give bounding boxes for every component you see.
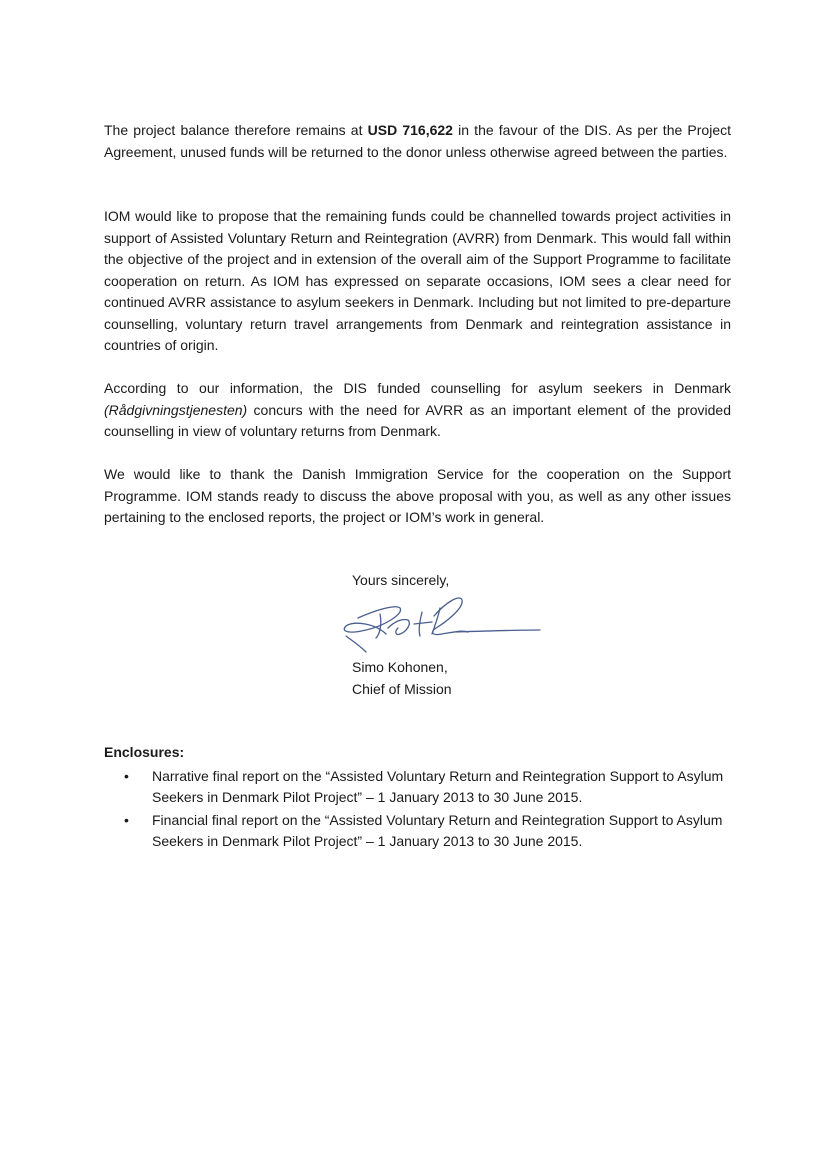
enclosure-financial-report: Financial final report on the “Assisted Voluntary Return and Reintegration Support to Asylum Seekers in Denmark Pilot Project” – 1 January 2013 to 30 June 2015. bbox=[152, 811, 723, 849]
list-item bbox=[104, 766, 744, 809]
bullet-icon: • bbox=[124, 767, 129, 784]
enclosures-heading: Enclosures: bbox=[104, 744, 185, 760]
enclosure-list bbox=[104, 766, 744, 853]
list-item bbox=[104, 810, 744, 853]
balance-text-before: The project balance therefore remains at bbox=[104, 122, 368, 138]
enclosure-narrative-report: Narrative final report on the “Assisted Voluntary Return and Reintegration Support to Asylum Seekers in Denmark Pilot Project” – 1 January 2013 to 30 June 2015. bbox=[152, 767, 724, 805]
signer-name: Simo Kohonen, bbox=[352, 659, 448, 675]
balance-amount: USD 716,622 bbox=[367, 122, 453, 138]
enclosures-section bbox=[104, 742, 744, 854]
bullet-icon: • bbox=[124, 811, 129, 828]
signer-title: Chief of Mission bbox=[352, 681, 452, 697]
closing-salutation: Yours sincerely, bbox=[352, 572, 450, 588]
counselling-text-after: concurs with the need for AVRR as an important element of the provided counselling in view of voluntary returns from Denmark. bbox=[104, 401, 731, 439]
signature-icon bbox=[336, 590, 546, 656]
paragraph-avrr-proposal: IOM would like to propose that the remaining funds could be channelled towards project activities in support of Assisted Voluntary Return and Reintegration (AVRR) from Denmark. This would fall within the objective of the project and in extension of the overall aim of the Support Programme to facilitate cooperation on return. As IOM has expressed on separate occasions, IOM sees a clear need for continued AVRR assistance to asylum seekers in Denmark. Including but not limited to pre-departure counselling, voluntary return travel arrangements from Denmark and reintegration assistance in countries of origin. bbox=[104, 208, 731, 353]
counselling-service-name: (Rådgivningstjenesten) bbox=[104, 401, 248, 418]
balance-text-after: in the favour of the DIS. As per the Project Agreement, unused funds will be returned to the donor unless otherwise agreed between the parties. bbox=[104, 122, 731, 160]
paragraph-thanks: We would like to thank the Danish Immigration Service for the cooperation on the Support Programme. IOM stands ready to discuss the above proposal with you, as well as any other issues pertaining to the enclosed reports, the project or IOM’s work in general. bbox=[104, 466, 731, 525]
paragraph-project-balance bbox=[104, 120, 731, 163]
counselling-text-before: According to our information, the DIS funded counselling for asylum seekers in Denmark bbox=[104, 380, 731, 396]
paragraph-counselling bbox=[104, 378, 731, 443]
